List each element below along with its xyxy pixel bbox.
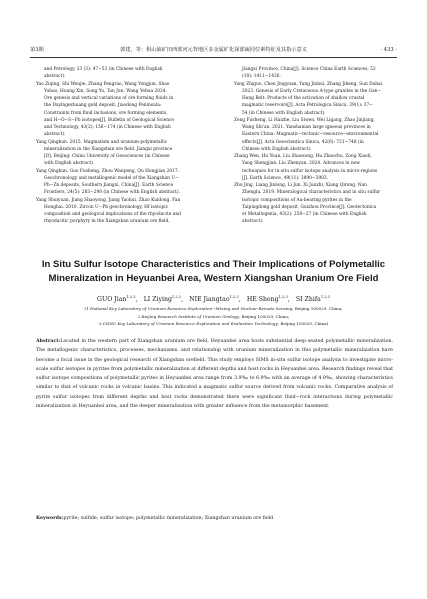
reference-line: Ore genesis and vertical variations of ore-forming fluids in (44, 96, 174, 101)
reference-entry (234, 153, 404, 182)
reference-line: Wang Shi'an. 2021. Yanshanian large igneous provinces in (242, 125, 371, 130)
reference-line: Constraints from fluid inclusions, ore forming elements, (44, 110, 168, 116)
affiliation-list (30, 305, 397, 328)
reference-line: Frontiers, 24(5): 283−298 (in Chinese with English abstract). (44, 190, 180, 196)
affiliation (30, 305, 397, 313)
reference-entry (234, 182, 404, 226)
reference-entry (36, 168, 208, 197)
reference-line: Zhang Wen, Hu Yuan, Liu Shaosong, Hu Zhaochu, Zong Xiaoli, (234, 154, 372, 159)
article-title (30, 258, 397, 286)
reference-line: Eastern China: Magmatic−tectonic−resource−environmental (242, 132, 379, 138)
reference-line: rhyodacitic porphyry in the Xiangshan uranium ore field, (44, 219, 170, 225)
reference-entry (36, 81, 208, 139)
author-name: NIE Jiangtao (189, 296, 230, 303)
reference-line: [J]. Earth Science, 49(11): 3890−3903. (242, 175, 329, 181)
article-title-line: Mineralization in Heyuanbei Area, Western Xiangshan Uranium Ore Field (48, 273, 379, 284)
reference-line: Pb−Zn deposits, Southern Jiangxi, China[J]. Earth Science (44, 183, 174, 188)
reference-entry (36, 197, 208, 226)
author-name: LI Ziying (143, 296, 172, 303)
author-affiliation-marker: 1,2,3 (278, 295, 288, 299)
reference-line: Zhenglu. 2019. Mineralogical characteristics and in situ sulfur (242, 190, 381, 196)
reference-line: Honghai. 2010. Zircon U−Pb geochronology, Hf isotopic (44, 204, 169, 210)
reference-line: abstract). (44, 74, 66, 80)
author-affiliation-marker: 1,2,3 (320, 295, 330, 299)
keywords-label: Keywords: (36, 516, 64, 521)
reference-line: Chinese with English abstract). (242, 146, 312, 152)
author-affiliation-marker: 1,2,3 (229, 295, 239, 299)
author-name: SI Zhifa (295, 296, 321, 303)
reference-line: and Technology, 43(2): 156−174 (in Chinese with English (44, 125, 171, 130)
author (97, 296, 136, 303)
running-header (30, 44, 397, 56)
reference-line: techniques for in-situ sulfur isotope analysis in micro-regions (242, 168, 378, 174)
reference-line: Yang Shuiyuan, Jiang Shaoyong, Jiang Yaohui, Zhao Kuidong, Fan (36, 197, 181, 203)
author (144, 296, 181, 303)
reference-line: Geochronology and metallogenic model of the Xiangshan U− (44, 175, 179, 181)
reference-line: Jiangxi Province, China[J]. Science China Earth Sciences, 53 (242, 67, 376, 72)
author-affiliation-marker: 1,2,3 (171, 295, 182, 299)
reference-line: composition and geological implications of the rhyodacite and (44, 212, 181, 217)
reference-line: effects[J]. Acta Geoscientica Sinica, 42(6): 721−748 (in (242, 139, 364, 145)
author-affiliation-marker: 1,2,3 (126, 295, 136, 299)
reference-line: Yao Ziqing, Shi Wenjie, Zhang Pengrao, Wang Yongjun, Shao (36, 81, 170, 87)
reference-line: Taipingdong gold deposit, Guizhou Province[J]. Geotectonica (242, 204, 377, 210)
affiliation (30, 313, 397, 321)
affiliation-institution: 2.Beijing Research Institute of Uranium Geology (137, 313, 239, 319)
reference-line: with English abstract). (44, 161, 95, 167)
reference-line: isotopic compositions of Au-bearing pyrites in the (242, 197, 352, 203)
reference-line: Yuhao, Huang Xin, Song Yu, Tan Jun, Wang Yehua 2024. (44, 88, 167, 94)
reference-entry (36, 66, 208, 81)
author (296, 296, 330, 303)
affiliation-location: , Beijing 100029, China) (277, 321, 329, 327)
reference-line: and Petrology, 33 (3): 47−53 (in Chinese with English (44, 67, 163, 72)
affiliation-location: , Beijing 100029, China; (238, 313, 290, 319)
author (189, 296, 239, 303)
reference-line: (10): 1411−1426. (242, 74, 281, 80)
abstract-text: Located in the western part of Xiangshan uranium ore field, Heyuanbei area hosts substantial deep-seated polymetallic mineralization. The metallogenic characteristics, processes, mechanisms, and relationship with uranium mineralization in this polymetallic mineralization have become a focal issue in the geological research of Xiangshan orefield. This study employs SIMS in-situ sulfur isotope analysis to investigate micro-scale sulfur isotopes in pyrites from polymetallic mineralization at different depths and host rocks in Heyuanbei area. Research findings reveal that sulfur isotope compositions of polymetallic pyrites in Heyuanbei area range from 3.9‰ to 6.9‰ with an average of 4.9‰, showing characteristics similar to that of volcanic rocks in volcanic basins. This indicated a magmatic sulfur source derived from volcanic rocks. Comparative analysis of pyrite sulfur isotopes from different depths and host rocks demonstrated there were significant fluid−rock interactions during polymetallic mineralization in Heyuanbei area, and the deeper mineralization with greater influence from the metamorphic basement. (36, 339, 393, 410)
keywords (36, 514, 393, 523)
affiliation (30, 320, 397, 328)
reference-line: Yang Shengjian, Liu Zhenyan. 2024. Advances in new (242, 161, 360, 167)
abstract-label: Abstract: (36, 339, 61, 344)
article-title-line: In Situ Sulfur Isotope Characteristics and Their Implications of Polymetallic (41, 259, 386, 270)
author (247, 296, 288, 303)
reference-line: Yang Qingkun. 2015. Magmatism and uranium-polymetallic (36, 139, 168, 145)
author-name: GUO Jian (97, 296, 127, 303)
reference-entry (234, 81, 404, 117)
affiliation-location: , Beijing 100029, China; (292, 306, 343, 311)
references-left-column (36, 66, 208, 226)
reference-line: mineralization in the Xiangshan ore field, Jiangxi province (44, 146, 173, 152)
references-right-column (234, 66, 404, 226)
reference-line: the Dayingezhuang gold deposit, Jiaodong Peninsula: (44, 103, 162, 109)
running-title: 郭建，等：相山铀矿田西部河元背地区多金属矿化深部硫同位素特征及其指示意义 (120, 47, 307, 53)
reference-line: [D]. Beijing: China University of Geosciences (in Chinese (44, 154, 170, 159)
reference-line: Hang Belt: Products of the activation of shallow crustal (242, 96, 365, 101)
affiliation-institution: 3.CNNC Key Laboratory of Uranium Resource Exploration and Evaluation Technology (98, 321, 278, 327)
reference-line: Yang Qingkun, Guo Fusheng, Zhou Wanpeng, Qu Hongjian 2017. (36, 168, 180, 174)
reference-line: Zhu Jing, Liang Jinlong, Li Jun, Xi Junzhi, Xiang Qirong, Nan (234, 183, 367, 188)
author-name: HE Sheng (246, 296, 279, 303)
author-list: GUO Jian$^{1,2,3}$, LI Ziying$^{1,2,3}$, NIE Jiangtao$^{1,2,3}$, HE Sheng$^{1,2,3}$, SI Zhifa$^{1,2,3}$ (97, 295, 330, 303)
reference-line: et Metallogenia, 43(2): 258−27 (in Chinese with English (242, 212, 367, 217)
reference-line: magmatic reservoirs[J]. Acta Petrologica Sinica, 39(1): 37− (242, 103, 373, 109)
abstract (36, 337, 393, 411)
reference-line: 2023. Genesis of Early Cretaceous A-type granites in the Gan− (242, 88, 382, 94)
reference-line: Zeng Fusheng, Li Haizhe, Liu Siwen, Wei Ligang, Zhao Jinjiang, (234, 117, 375, 123)
reference-line: Yang Zhiguo, Chen Jingyuan, Yang Jinhui, Zhang Jiheng, Sun Dahai. (234, 81, 384, 87)
header-rule (30, 57, 397, 58)
keywords-text: pyrite; sulfide; sulfur isotope; polymetallic mineralization; Xiangshan uranium ore field (63, 516, 274, 521)
reference-entry (36, 139, 208, 168)
affiliation-institution: (1.National Key Laboratory of Uranium Resource Exploration−Mining and Nuclear Remote Sensing (84, 306, 293, 311)
reference-line: abstract). (242, 219, 264, 225)
page-number: · 433 · (380, 47, 397, 53)
issue-number: 第3期 (30, 47, 44, 53)
reference-line: and H−O−S−Pb isotopes[J]. Bulletin of Geological Science (44, 117, 174, 123)
reference-entry (234, 117, 404, 153)
reference-entry (234, 66, 404, 81)
reference-line: 54 (in Chinese with English abstract). (242, 110, 326, 116)
reference-line: abstract). (44, 132, 66, 138)
